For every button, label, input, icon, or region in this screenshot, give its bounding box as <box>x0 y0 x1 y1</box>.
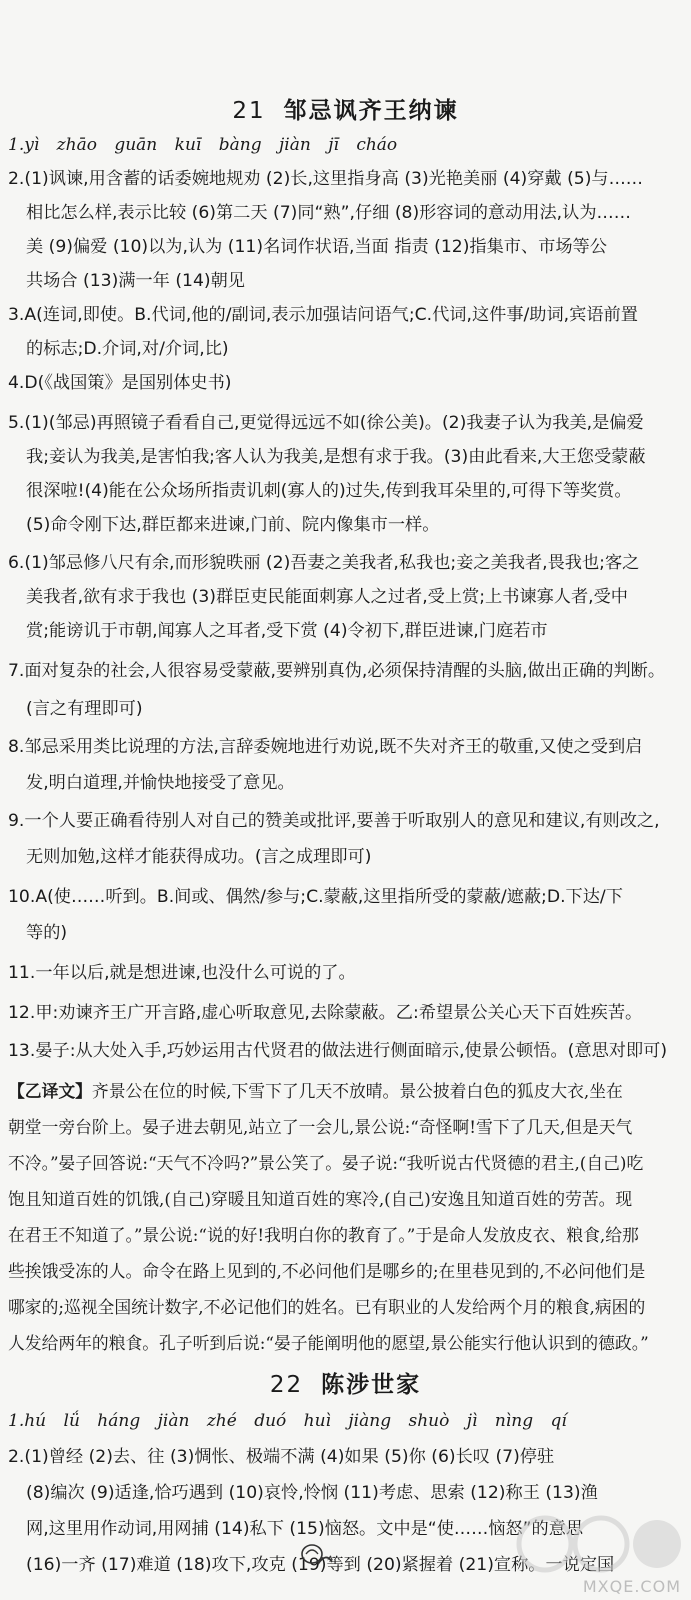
answer-line: 的标志;D.介词,对/介词,比) <box>26 339 229 359</box>
answer-line: 5.(1)(邹忌)再照镜子看看自己,更觉得远远不如(徐公美)。(2)我妻子认为我美,是偏爱 <box>8 413 644 433</box>
translation-line: 些挨饿受冻的人。命令在路上见到的,不必问他们是哪乡的;在里巷见到的,不必问他们是 <box>8 1261 646 1281</box>
answer-line: 美我者,欲有求于我也 (3)群臣吏民能面刺寡人之过者,受上赏;上书谏寡人者,受中 <box>26 587 628 607</box>
answer-line: 7.面对复杂的社会,人很容易受蒙蔽,要辨别真伪,必须保持清醒的头脑,做出正确的判断。 <box>8 661 666 681</box>
translation-line: 不冷。”晏子回答说:“天气不冷吗?”景公笑了。晏子说:“我听说古代贤德的君主,(自己)吃 <box>8 1153 644 1173</box>
answer-line: 2.(1)曾经 (2)去、往 (3)惆怅、极端不满 (4)如果 (5)你 (6)长叹 (7)停驻 <box>8 1447 555 1467</box>
answer-line: 8.邹忌采用类比说理的方法,言辞委婉地进行劝说,既不失对齐王的敬重,又使之受到启 <box>8 737 643 757</box>
answer-line: 11.一年以后,就是想进谏,也没什么可说的了。 <box>8 963 356 983</box>
answer-line: 赏;能谤讥于市朝,闻寡人之耳者,受下赏 (4)令初下,群臣进谏,门庭若市 <box>26 621 548 641</box>
answer-line: 2.(1)讽谏,用含蓄的话委婉地规劝 (2)长,这里指身高 (3)光艳美丽 (4)穿戴 (5)与…… <box>8 169 643 189</box>
answer-line: 很深啦!(4)能在公众场所指责讥刺(寡人的)过失,传到我耳朵里的,可得下等奖赏。 <box>26 481 632 501</box>
translation-line <box>8 1074 683 1108</box>
page-badge-icon <box>300 1542 336 1570</box>
answer-line: 9.一个人要正确看待别人对自己的赞美或批评,要善于听取别人的意见和建议,有则改之, <box>8 811 660 831</box>
answer-line: 10.A(使……听到。B.间或、偶然/参与;C.蒙蔽,这里指所受的蒙蔽/遮蔽;D.下达/下 <box>8 887 623 907</box>
section-22-title: 陈涉世家 <box>321 1372 422 1398</box>
answer-line: 1.hú lǘ háng jiàn zhé duó huì jiàng shuò jì nìng qí <box>8 1411 567 1431</box>
answer-line: (言之有理即可) <box>26 699 143 719</box>
answer-line: 6.(1)邹忌修八尺有余,而形貌昳丽 (2)吾妻之美我者,私我也;妾之美我者,畏我也;客之 <box>8 553 640 573</box>
section-21-number: 21 <box>232 98 266 124</box>
translation-line: 饱且知道百姓的饥饿,(自己)穿暖且知道百姓的寒冷,(自己)安逸且知道百姓的劳苦。现 <box>8 1189 633 1209</box>
answer-line: 1.yì zhāo guān kuī bàng jiàn jī cháo <box>8 135 398 155</box>
section-22-heading <box>0 1366 691 1399</box>
watermark-text: MXQE.COM <box>582 1577 681 1596</box>
translation-label: 【乙译文】 <box>8 1081 92 1101</box>
answer-line: (5)命令刚下达,群臣都来进谏,门前、院内像集市一样。 <box>26 515 440 535</box>
answer-line: 网,这里用作动词,用网捕 (14)私下 (15)恼怒。文中是“使……恼怒”的意思 <box>26 1519 584 1539</box>
section-21-heading <box>0 92 691 125</box>
answer-line: 等的) <box>26 923 68 943</box>
translation-line: 人发给两年的粮食。孔子听到后说:“晏子能阐明他的愿望,景公能实行他认识到的德政。” <box>8 1333 649 1353</box>
answer-line: 无则加勉,这样才能获得成功。(言之成理即可) <box>26 847 372 867</box>
answer-line: 12.甲:劝谏齐王广开言路,虚心听取意见,去除蒙蔽。乙:希望景公关心天下百姓疾苦。 <box>8 1003 643 1023</box>
translation-text: 齐景公在位的时候,下雪下了几天不放晴。景公披着白色的狐皮大衣,坐在 <box>91 1081 623 1101</box>
translation-line: 哪家的;巡视全国统计数字,不必记他们的姓名。已有职业的人发给两个月的粮食,病困的 <box>8 1297 646 1317</box>
answer-line: 我;妾认为我美,是害怕我;客人认为我美,是想有求于我。(3)由此看来,大王您受蒙蔽 <box>26 447 646 467</box>
translation-line: 朝堂一旁台阶上。晏子进去朝见,站立了一会儿,景公说:“奇怪啊!雪下了几天,但是天气 <box>8 1117 633 1137</box>
answer-line: 3.A(连词,即使。B.代词,他的/副词,表示加强诘问语气;C.代词,这件事/助词,宾语前置 <box>8 305 638 325</box>
answer-line: 13.晏子:从大处入手,巧妙运用古代贤君的做法进行侧面暗示,使景公顿悟。(意思对即可) <box>8 1041 668 1061</box>
answer-line: 4.D(《战国策》是国别体史书) <box>8 373 232 393</box>
answer-line: 发,明白道理,并愉快地接受了意见。 <box>26 773 295 793</box>
answer-line: (8)编次 (9)适逢,恰巧遇到 (10)哀怜,怜悯 (11)考虑、思索 (12)称王 (13)渔 <box>26 1483 598 1503</box>
section-21-title: 邹忌讽齐王纳谏 <box>283 98 459 124</box>
translation-line: 在君王不知道了。”景公说:“说的好!我明白你的教育了。”于是命人发放皮衣、粮食,给那 <box>8 1225 639 1245</box>
answer-line: 共场合 (13)满一年 (14)朝见 <box>26 271 245 291</box>
answer-line: (16)一齐 (17)难道 (18)攻下,攻克 (19)等到 (20)紧握着 (21)宣称。一说定国 <box>26 1555 615 1575</box>
answer-line: 美 (9)偏爱 (10)以为,认为 (11)名词作状语,当面 指责 (12)指集市、市场等公 <box>26 237 607 257</box>
answer-line: 相比怎么样,表示比较 (6)第二天 (7)同“熟”,仔细 (8)形容词的意动用法,认为…… <box>26 203 631 223</box>
section-22-number: 22 <box>269 1372 304 1398</box>
